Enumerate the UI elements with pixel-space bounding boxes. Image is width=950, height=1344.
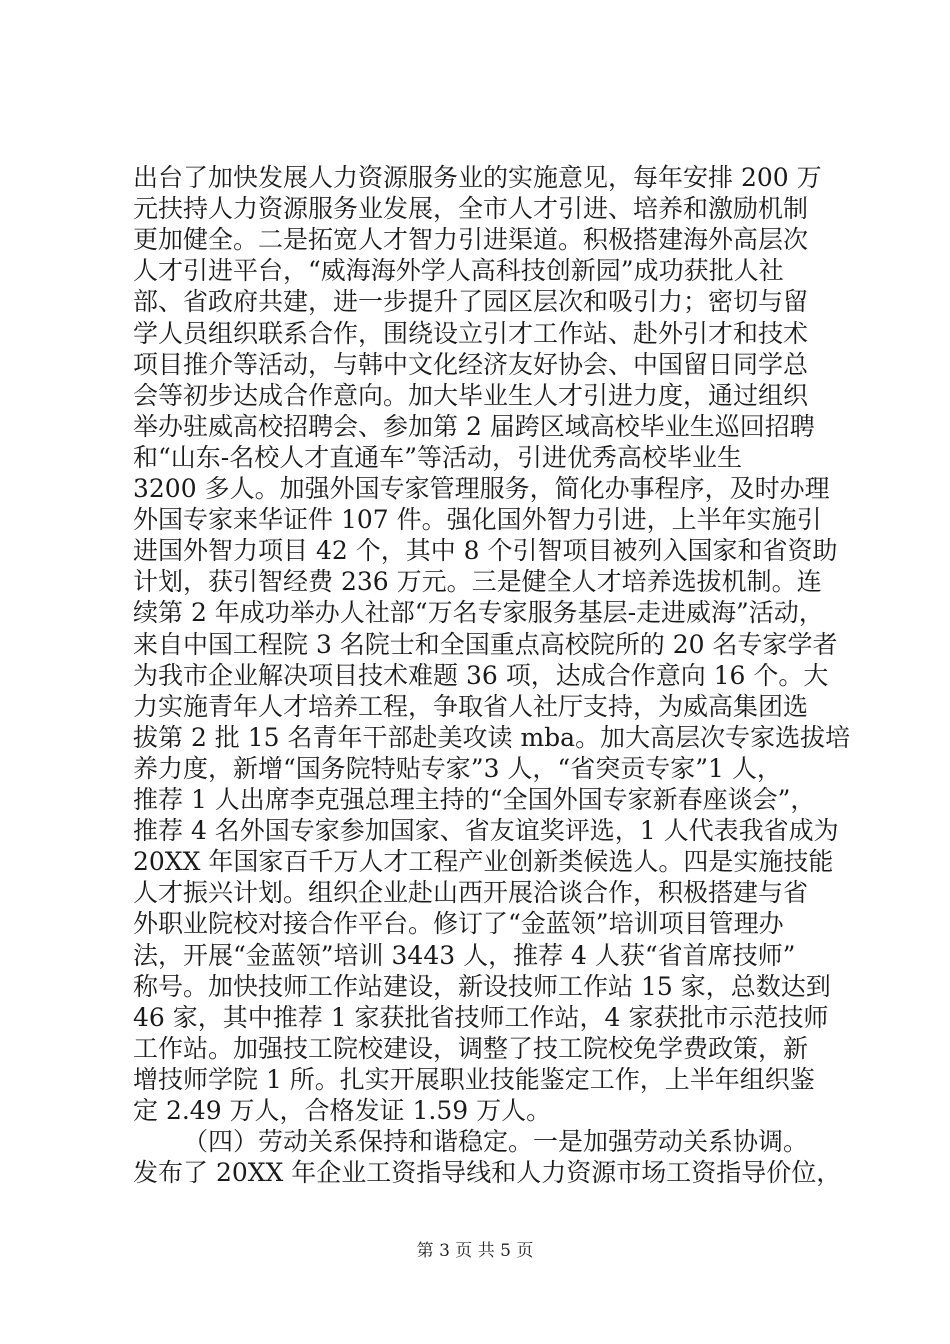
text-line: 力实施青年人才培养工程，争取省人社厅支持，为威高集团选 <box>133 691 809 721</box>
text-line: 推荐 1 人出席李克强总理主持的“全国外国专家新春座谈会”， <box>133 785 816 814</box>
text-line: 计划，获引智经费 236 万元。三是健全人才培养选拔机制。连 <box>133 567 822 597</box>
text-line: 续第 2 年成功举办人社部“万名专家服务基层-走进威海”活动， <box>133 598 824 628</box>
text-line: 拔第 2 批 15 名青年干部赴美攻读 mba。加大高层次专家选拔培 <box>133 722 851 752</box>
text-line: 称号。加快技师工作站建设，新设技师工作站 15 家，总数达到 <box>133 971 831 1001</box>
text-line: 人才振兴计划。组织企业赴山西开展洽谈合作，积极搭建与省 <box>133 878 809 908</box>
page-footer: 第 3 页 共 5 页 <box>416 1241 534 1261</box>
text-line: 会等初步达成合作意向。加大毕业生人才引进力度，通过组织 <box>133 380 809 410</box>
text-line: 元扶持人力资源服务业发展，全市人才引进、培养和激励机制 <box>133 194 809 224</box>
text-line: 20XX 年国家百千万人才工程产业创新类候选人。四是实施技能 <box>133 847 834 877</box>
text-line: 来自中国工程院 3 名院士和全国重点高校院所的 20 名专家学者 <box>133 629 838 659</box>
text-line: 举办驻威高校招聘会、参加第 2 届跨区域高校毕业生巡回招聘 <box>133 411 815 441</box>
text-line: 3200 多人。加强外国专家管理服务，简化办事程序，及时办理 <box>133 474 830 503</box>
text-line: 出台了加快发展人力资源服务业的实施意见，每年安排 200 万 <box>133 163 822 192</box>
text-line: 学人员组织联系合作，围绕设立引才工作站、赴外引才和技术 <box>133 318 809 348</box>
text-line: 发布了 20XX 年企业工资指导线和人力资源市场工资指导价位， <box>133 1158 842 1188</box>
text-line: 为我市企业解决项目技术难题 36 项，达成合作意向 16 个。大 <box>133 660 829 690</box>
text-line: 进国外智力项目 42 个，其中 8 个引智项目被列入国家和省资助 <box>133 536 838 566</box>
text-line: （四）劳动关系保持和谐稳定。一是加强劳动关系协调。 <box>183 1127 809 1157</box>
text-line: 项目推介等活动，与韩中文化经济友好协会、中国留日同学总 <box>133 349 809 379</box>
text-line: 增技师学院 1 所。扎实开展职业技能鉴定工作，上半年组织鉴 <box>133 1064 815 1094</box>
text-line: 外国专家来华证件 107 件。强化国外智力引进，上半年实施引 <box>133 505 822 535</box>
text-line: 更加健全。二是拓宽人才智力引进渠道。积极搭建海外高层次 <box>133 225 809 255</box>
text-line: 部、省政府共建，进一步提升了园区层次和吸引力；密切与留 <box>133 287 809 317</box>
text-line: 工作站。加强技工院校建设，调整了技工院校免学费政策，新 <box>133 1033 809 1063</box>
text-line: 人才引进平台，“威海海外学人高科技创新园”成功获批人社 <box>133 256 784 286</box>
text-line: 外职业院校对接合作平台。修订了“金蓝领”培训项目管理办 <box>133 909 784 939</box>
text-line: 和“山东-名校人才直通车”等活动，引进优秀高校毕业生 <box>133 442 743 472</box>
text-line: 46 家，其中推荐 1 家获批省技师工作站，4 家获批市示范技师 <box>133 1002 829 1032</box>
text-line: 法，开展“金蓝领”培训 3443 人，推荐 4 人获“省首席技师” <box>133 940 796 970</box>
text-line: 定 2.49 万人，合格发证 1.59 万人。 <box>133 1096 552 1125</box>
text-line: 养力度，新增“国务院特贴专家”3 人，“省突贡专家”1 人， <box>133 753 782 783</box>
text-line: 推荐 4 名外国专家参加国家、省友谊奖评选，1 人代表我省成为 <box>133 816 839 846</box>
